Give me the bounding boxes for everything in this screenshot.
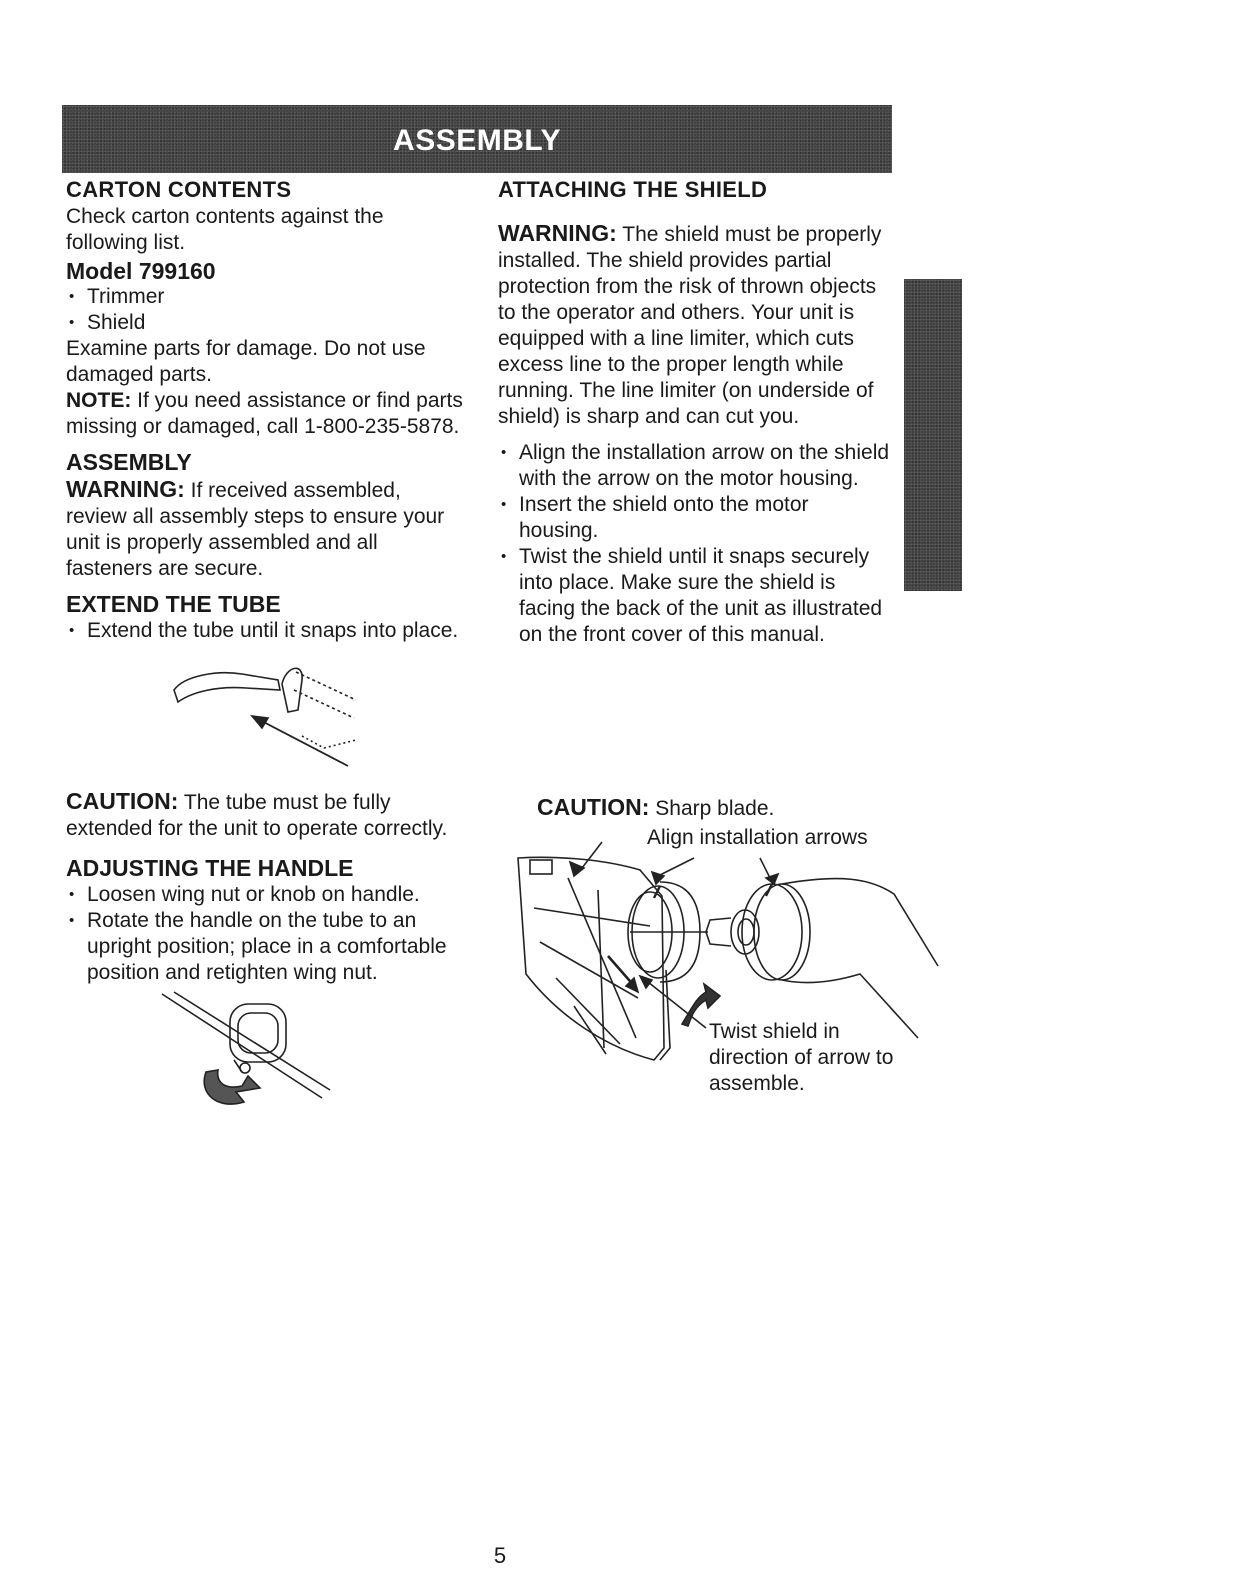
model-number: Model 799160: [66, 258, 216, 284]
shield-warning: [498, 220, 892, 430]
list-item: • Loosen wing nut or knob on handle.: [66, 882, 466, 908]
note-text: If you need assistance or find parts missing or damaged, call 1-800-235-5878.: [66, 389, 463, 438]
caution-label: CAUTION:: [66, 788, 179, 814]
list-item: • Shield: [66, 310, 466, 336]
extend-tube-list: [66, 618, 466, 644]
tube-extension-illustration: [66, 644, 466, 784]
banner-title: ASSEMBLY: [393, 124, 561, 157]
warning-text: The shield must be properly installed. The shield provides partial protection from the risk of thrown objects to the operator and others. Your unit is equipped with a line limiter, which cuts excess line to the proper length while running. The line limiter (on underside of shield) is sharp and can cut you.: [498, 223, 882, 428]
caution-text: The tube must be fully extended for the unit to operate correctly.: [66, 791, 448, 840]
note-paragraph: [66, 388, 466, 440]
list-item: • Trimmer: [66, 284, 466, 310]
note-label: NOTE:: [66, 389, 132, 412]
extend-caution: [66, 788, 466, 842]
adjust-handle-list: [66, 882, 466, 986]
list-item: • Rotate the handle on the tube to an upright position; place in a comfortable position and retighten wing nut.: [66, 908, 466, 986]
examine-text: Examine parts for damage. Do not use damaged parts.: [66, 337, 426, 386]
carton-items-list: [66, 284, 466, 336]
assembly-warning: [66, 476, 466, 582]
right-column: [498, 176, 892, 648]
page-number: 5: [493, 1543, 507, 1568]
align-arrows-label: Align installation arrows: [647, 826, 868, 849]
attaching-shield-heading: ATTACHING THE SHIELD: [498, 177, 768, 202]
list-item: • Twist the shield until it snaps securely into place. Make sure the shield is facing the back of the unit as illustrated on the front cover of this manual.: [498, 544, 892, 648]
warning-label: WARNING:: [498, 220, 617, 246]
section-tab-marker: [904, 279, 962, 591]
caution-text: Sharp blade.: [655, 797, 775, 820]
handle-adjustment-illustration: [66, 986, 466, 1111]
carton-contents-heading: CARTON CONTENTS: [66, 177, 292, 202]
warning-text: If received assembled, review all assembly steps to ensure your unit is properly assembled and all fasteners are secure.: [66, 479, 445, 580]
shield-caution: [537, 794, 774, 822]
list-item: • Align the installation arrow on the shield with the arrow on the motor housing.: [498, 440, 892, 492]
caution-label: CAUTION:: [537, 794, 650, 820]
list-item: • Extend the tube until it snaps into place.: [66, 618, 466, 644]
section-banner: [62, 105, 892, 173]
extend-tube-heading: EXTEND THE TUBE: [66, 591, 281, 617]
twist-shield-label: Twist shield in direction of arrow to assemble.: [709, 1020, 894, 1095]
left-column: [66, 176, 466, 1111]
carton-intro: Check carton contents against the following list.: [66, 205, 384, 254]
adjust-handle-heading: ADJUSTING THE HANDLE: [66, 855, 354, 881]
list-item: • Insert the shield onto the motor housing.: [498, 492, 892, 544]
warning-label: WARNING:: [66, 476, 185, 502]
assembly-heading: ASSEMBLY: [66, 449, 192, 475]
shield-steps-list: [498, 440, 892, 648]
